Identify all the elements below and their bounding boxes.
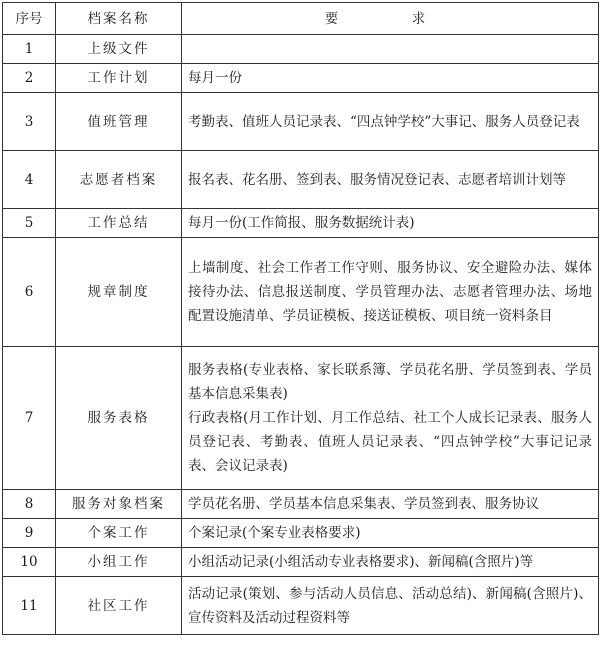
row-requirement — [182, 151, 599, 209]
requirement-paragraph: 学员花名册、学员基本信息采集表、学员签到表、服务协议 — [188, 496, 539, 512]
table-row — [3, 93, 599, 151]
requirement-paragraph: 上墙制度、社会工作者工作守则、服务协议、安全避险办法、媒体接待办法、信息报送制度、学员管理办法、志愿者管理办法、场地配置设施清单、学员证模板、接送证模板、项目统一资料条目 — [188, 260, 592, 324]
row-seq: 5 — [3, 209, 56, 238]
table-header-row — [3, 3, 599, 35]
header-seq: 序号 — [3, 3, 56, 35]
row-seq: 11 — [3, 577, 56, 635]
row-name: 服务对象档案 — [56, 490, 182, 519]
requirement-paragraph: 考勤表、值班人员记录表、“四点钟学校”大事记、服务人员登记表 — [188, 113, 580, 130]
row-name: 个案工作 — [56, 519, 182, 548]
row-seq: 4 — [3, 151, 56, 209]
row-seq: 8 — [3, 490, 56, 519]
row-name: 值班管理 — [56, 93, 182, 151]
requirement-paragraph: 行政表格(月工作计划、月工作总结、社工个人成长记录表、服务人员登记表、考勤表、值班人员记录表、“四点钟学校”大事记记录表、会议记录表) — [188, 410, 592, 474]
row-requirement — [182, 64, 599, 93]
row-name: 社区工作 — [56, 577, 182, 635]
archive-requirements-table — [2, 2, 599, 635]
table-row — [3, 548, 599, 577]
requirement-paragraph: 每月一份(工作简报、服务数据统计表) — [188, 215, 415, 231]
requirement-paragraph: 小组活动记录(小组活动专业表格要求)、新闻稿(含照片)等 — [188, 554, 534, 570]
row-name: 志愿者档案 — [56, 151, 182, 209]
row-seq: 9 — [3, 519, 56, 548]
row-requirement — [182, 238, 599, 347]
requirement-paragraph: 个案记录(个案专业表格要求) — [188, 525, 361, 541]
requirement-paragraph: 报名表、花名册、签到表、服务情况登记表、志愿者培训计划等 — [188, 171, 566, 188]
row-requirement — [182, 490, 599, 519]
row-name: 规章制度 — [56, 238, 182, 347]
row-seq: 7 — [3, 347, 56, 490]
table-row — [3, 209, 599, 238]
table-row — [3, 347, 599, 490]
header-requirement: 要 求 — [182, 3, 599, 35]
row-seq: 3 — [3, 93, 56, 151]
row-requirement — [182, 548, 599, 577]
row-name: 小组工作 — [56, 548, 182, 577]
row-name: 上级文件 — [56, 35, 182, 64]
table-row — [3, 35, 599, 64]
requirement-paragraph: 每月一份 — [188, 70, 242, 86]
row-name: 服务表格 — [56, 347, 182, 490]
row-name: 工作总结 — [56, 209, 182, 238]
row-requirement — [182, 347, 599, 490]
row-seq: 1 — [3, 35, 56, 64]
requirement-paragraph: 服务表格(专业表格、家长联系簿、学员花名册、学员签到表、学员基本信息采集表) — [188, 362, 592, 402]
requirement-paragraph: 活动记录(策划、参与活动人员信息、活动总结)、新闻稿(含照片)、宣传资料及活动过程资料等 — [188, 585, 592, 626]
row-seq: 6 — [3, 238, 56, 347]
table-body — [3, 35, 599, 635]
table-row — [3, 577, 599, 635]
table-row — [3, 238, 599, 347]
row-requirement — [182, 209, 599, 238]
table-row — [3, 64, 599, 93]
table-row — [3, 151, 599, 209]
table-row — [3, 490, 599, 519]
header-name: 档案名称 — [56, 3, 182, 35]
row-requirement — [182, 577, 599, 635]
row-requirement — [182, 93, 599, 151]
table-row — [3, 519, 599, 548]
row-requirement — [182, 35, 599, 64]
row-seq: 10 — [3, 548, 56, 577]
row-seq: 2 — [3, 64, 56, 93]
row-requirement — [182, 519, 599, 548]
row-name: 工作计划 — [56, 64, 182, 93]
